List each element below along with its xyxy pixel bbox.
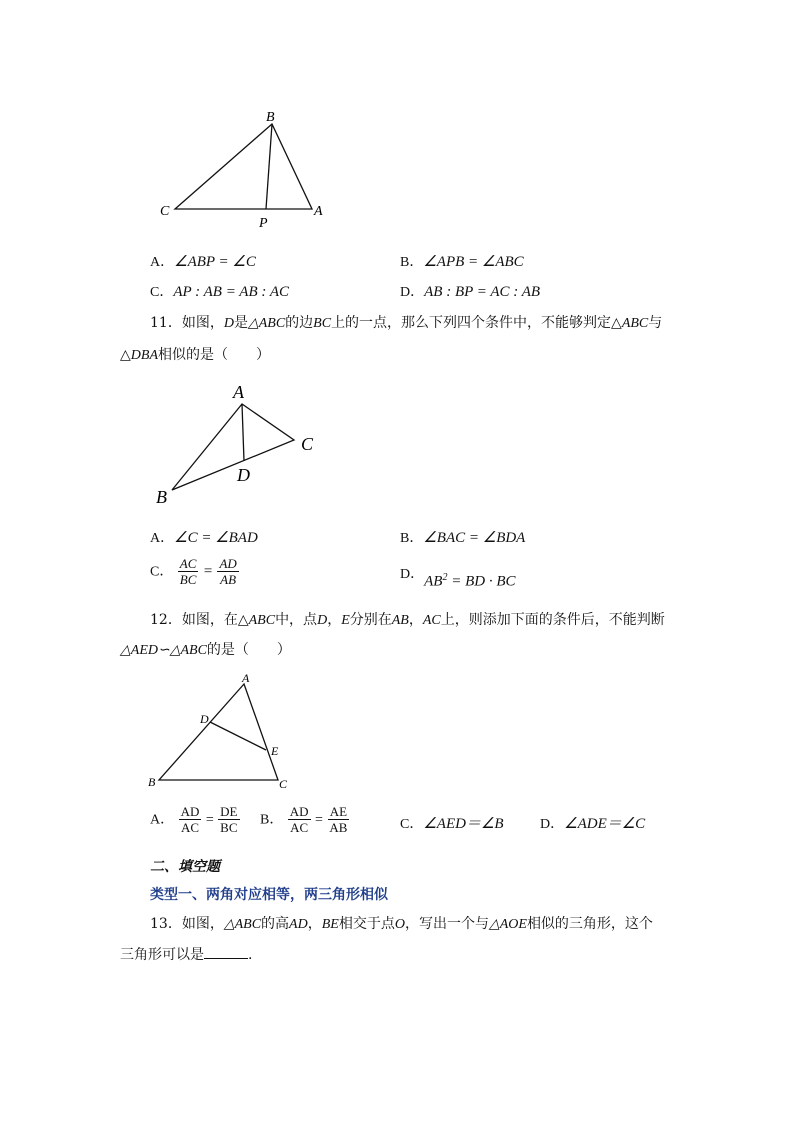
stem-math: △ABC	[223, 917, 262, 932]
label-c: C	[301, 434, 314, 454]
answer-blank[interactable]	[204, 944, 248, 959]
q11-stem-line2	[120, 345, 270, 366]
label-e: E	[271, 744, 279, 758]
stem-text: ，	[307, 916, 322, 932]
stem-math: AC	[422, 613, 441, 628]
option-letter: B．	[400, 255, 424, 270]
q12-option-b[interactable]	[260, 804, 349, 835]
stem-text: 是	[233, 315, 248, 331]
numerator: AD	[289, 804, 309, 819]
section-title: 二、填空题	[150, 859, 220, 875]
type-heading: 类型一、两角对应相等，两三角形相似	[150, 887, 388, 903]
option-expr: ∠BAC = ∠BDA	[423, 530, 526, 546]
q13-stem-line1	[150, 914, 653, 935]
label-b: B	[266, 110, 275, 125]
option-letter: A．	[150, 255, 175, 270]
equals-sign: =	[315, 812, 323, 828]
option-expr: AB	[424, 573, 443, 590]
stem-math: DBA	[130, 348, 158, 363]
label-c: C	[160, 204, 170, 219]
stem-text: 如图，在△	[181, 612, 249, 628]
fraction	[178, 556, 199, 587]
stem-math: BE	[321, 917, 339, 932]
stem-math: D	[223, 316, 234, 331]
segment-de	[210, 722, 266, 750]
option-expr: ∠ABP = ∠C	[174, 254, 256, 270]
stem-math: △ABC	[247, 316, 286, 331]
q11-option-d[interactable]	[400, 568, 516, 593]
q12-stem-line1	[150, 610, 665, 631]
stem-text: 的高	[261, 916, 290, 932]
label-b: B	[156, 487, 167, 507]
equals-sign: =	[205, 812, 214, 828]
q10-option-d[interactable]	[400, 282, 540, 303]
stem-math: △AED∽△ABC	[120, 643, 207, 658]
equals-sign: =	[202, 563, 213, 580]
q13-stem-line2	[120, 944, 252, 965]
fraction	[179, 804, 202, 835]
question-number: 11．	[150, 315, 182, 331]
q12-stem-line2	[120, 640, 291, 661]
triangle-abc	[175, 124, 312, 209]
stem-math: D	[317, 613, 328, 628]
option-letter: B．	[400, 531, 424, 546]
option-expr: = BD · BC	[447, 573, 516, 590]
stem-text: ，	[408, 612, 423, 628]
fraction	[217, 556, 238, 587]
option-letter: C．	[400, 817, 424, 832]
label-a: A	[242, 671, 250, 685]
label-a: A	[233, 382, 244, 402]
question-number: 12．	[150, 612, 182, 628]
stem-math: △AOE	[488, 917, 527, 932]
numerator: DE	[220, 804, 238, 819]
stem-math: ABC	[248, 613, 276, 628]
label-b: B	[148, 775, 156, 789]
denominator: AB	[220, 572, 237, 587]
option-exponent: 2	[442, 572, 448, 583]
stem-text: ，写出一个与	[404, 916, 489, 932]
denominator: BC	[220, 820, 238, 835]
stem-text: ，	[327, 612, 342, 628]
stem-math: E	[341, 613, 350, 628]
q10-option-c[interactable]	[150, 282, 289, 303]
figure-q11	[150, 378, 330, 508]
numerator: AE	[329, 804, 348, 819]
figure-q10	[150, 105, 340, 235]
label-d: D	[200, 712, 209, 726]
segment-ad	[242, 404, 244, 461]
numerator: AD	[180, 804, 200, 819]
stem-text: 三角形可以是	[120, 947, 204, 963]
figure-q12	[145, 668, 305, 793]
stem-text: 相交于点	[338, 916, 395, 932]
denominator: AB	[329, 820, 348, 835]
option-letter: A．	[150, 812, 175, 828]
stem-text: 与	[648, 315, 663, 331]
option-letter: C．	[150, 285, 174, 300]
triangle-abc	[159, 684, 278, 780]
stem-text: △	[120, 347, 131, 363]
label-c: C	[279, 777, 288, 791]
q12-option-a[interactable]	[150, 804, 240, 835]
question-number: 13．	[150, 916, 182, 932]
option-letter: D．	[400, 285, 425, 300]
label-p: P	[259, 216, 268, 231]
q10-option-a[interactable]	[150, 252, 256, 273]
q11-option-c[interactable]	[150, 556, 239, 587]
stem-text: 相似的是（ ）	[158, 347, 270, 363]
option-expr: ∠C = ∠BAD	[174, 530, 258, 546]
stem-text: 相似的三角形，这个	[526, 916, 653, 932]
triangle-abc	[172, 404, 294, 490]
q11-option-b[interactable]	[400, 528, 525, 549]
option-expr: ∠APB = ∠ABC	[423, 254, 524, 270]
option-letter: C．	[150, 564, 174, 580]
option-letter: B．	[260, 812, 284, 828]
segment-bp	[266, 124, 272, 209]
q11-stem-line1	[150, 313, 662, 334]
q12-option-c[interactable]	[400, 814, 504, 835]
denominator: AC	[290, 820, 309, 835]
stem-math: O	[394, 917, 405, 932]
option-expr: ∠AED＝∠B	[423, 816, 504, 832]
stem-math: BC	[313, 316, 332, 331]
stem-text: 如图，	[181, 315, 224, 331]
denominator: BC	[179, 572, 197, 587]
option-letter: D．	[540, 817, 565, 832]
option-letter: D．	[400, 566, 425, 582]
numerator: AC	[179, 556, 197, 571]
stem-text: 的是（ ）	[206, 642, 291, 658]
stem-text: 分别在	[349, 612, 392, 628]
stem-text: 中，点	[275, 612, 318, 628]
stem-math: ABC	[621, 316, 649, 331]
stem-math: AD	[289, 917, 308, 932]
stem-text: 上，则添加下面的条件后，不能判断	[440, 612, 665, 628]
q11-option-a[interactable]	[150, 528, 258, 549]
option-expr: AP : AB = AB : AC	[173, 284, 290, 300]
option-letter: A．	[150, 531, 175, 546]
stem-text: 的边	[285, 315, 314, 331]
fraction	[327, 804, 349, 835]
fraction	[218, 804, 239, 835]
q12-option-d[interactable]	[540, 814, 645, 835]
stem-text: 如图，	[181, 916, 224, 932]
denominator: AC	[180, 820, 199, 835]
label-d: D	[237, 465, 250, 485]
option-expr: AB : BP = AC : AB	[424, 284, 541, 300]
label-a: A	[314, 204, 323, 219]
numerator: AD	[219, 556, 237, 571]
option-expr: ∠ADE＝∠C	[564, 816, 646, 832]
stem-text: 上的一点，那么下列四个条件中，不能够判定△	[331, 315, 622, 331]
stem-text: .	[248, 947, 253, 963]
q10-option-b[interactable]	[400, 252, 524, 273]
fraction	[288, 804, 311, 835]
stem-math: AB	[391, 613, 409, 628]
